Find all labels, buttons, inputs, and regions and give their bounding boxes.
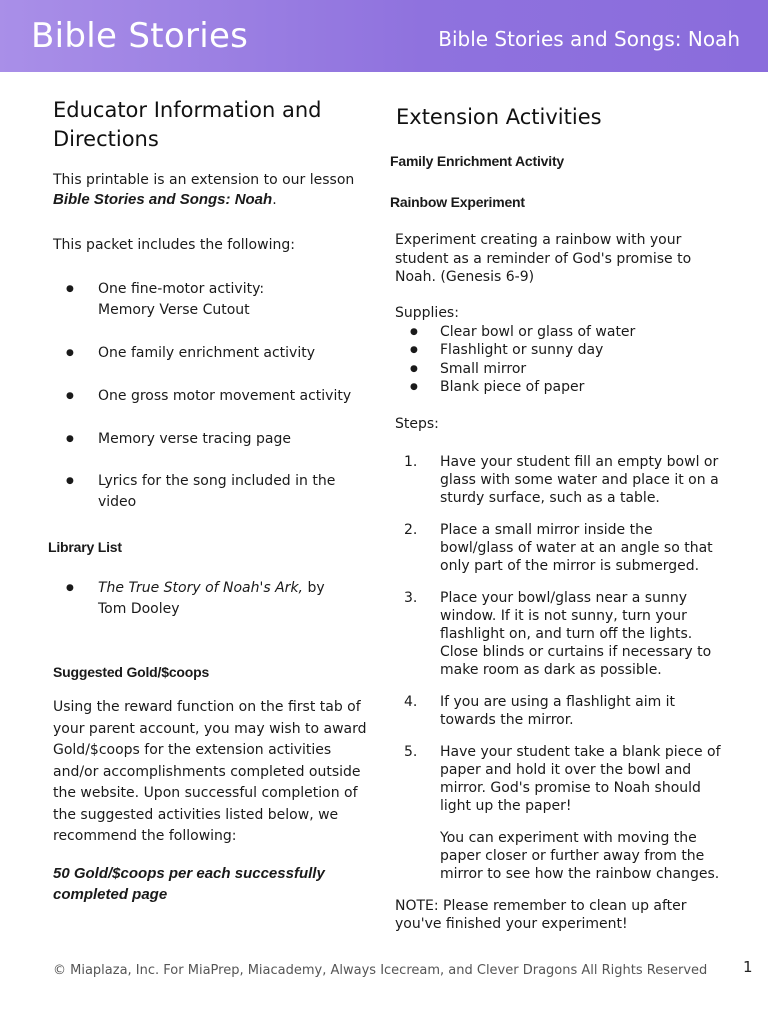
list-item [53,429,371,450]
intro-period: . [272,192,277,208]
educator-heading: Educator Information and Directions [53,98,322,151]
family-heading: Family Enrichment Activity [390,153,564,169]
steps-label: Steps: [395,415,439,432]
educator-column [48,96,371,906]
copyright-footer: © Miaplaza, Inc. For MiaPrep, Miacademy, Always Icecream, and Clever Dragons All Rights Reserved [53,963,708,978]
step-item [390,589,715,679]
gold-paragraph: Using the reward function on the first tab of your parent account, you may wish to award Gold/$coops for the extension activities and/or accomplishments completed outside the website. Upon successful completion of the suggested activities listed below, we recommend the following: [53,699,367,844]
book-title: The True Story of Noah's Ark, [98,580,303,596]
intro-paragraph [53,171,371,210]
header-banner [0,0,768,72]
step-number: 4. [404,693,418,710]
gold-reward: 50 Gold/$coops per each successfully completed page [53,864,325,903]
supply-item: ● Clear bowl or glass of water [390,323,735,342]
step-text: Place your bowl/glass near a sunny window. If it is not sunny, turn your flashlight on, and turn off the lights. Close blinds or curtains if necessary to make room as dark as possible. [440,589,712,678]
list-item-text: Memory verse tracing page [98,431,291,447]
brand-title: Bible Stories [31,16,249,56]
library-heading: Library List [48,539,122,555]
list-item-text: One family enrichment activity [98,345,315,361]
step-extra [390,829,720,883]
book-author: by Tom Dooley [98,580,325,617]
step-item [390,521,725,575]
step-number: 3. [404,589,418,606]
list-item [53,279,283,321]
supply-item: ● Small mirror [390,360,735,379]
cleanup-note: NOTE: Please remember to clean up after you've finished your experiment! [395,897,687,932]
supply-item: ● Blank piece of paper [390,378,735,397]
step-text: Have your student fill an empty bowl or glass with some water and place it on a sturdy surface, such as a table. [440,453,719,506]
gold-heading: Suggested Gold/$coops [53,664,210,680]
experiment-intro: Experiment creating a rainbow with your student as a reminder of God's promise to Noah. (Genesis 6-9) [395,232,692,285]
rainbow-heading: Rainbow Experiment [390,194,525,210]
list-item [53,471,343,513]
step-text: Have your student take a blank piece of paper and hold it over the bowl and mirror. God's promise to Noah should light up the paper! [440,743,721,814]
step-text: Place a small mirror inside the bowl/glass of water at an angle so that only part of the mirror is submerged. [440,521,713,574]
lesson-name: Bible Stories and Songs: Noah [53,191,273,208]
page-number: 1 [743,958,753,976]
step-number: 2. [404,521,418,538]
page-title: Bible Stories and Songs: Noah [438,27,740,51]
extension-heading: Extension Activities [396,105,602,129]
step-extra-text: You can experiment with moving the paper closer or further away from the mirror to see how the rainbow changes. [440,829,720,882]
list-item [53,386,371,407]
list-item-text: Lyrics for the song included in the video [98,473,336,510]
step-item [390,693,690,729]
list-item-text: One fine-motor activity: Memory Verse Cutout [98,281,265,318]
step-number: 1. [404,453,418,470]
step-text: If you are using a flashlight aim it towards the mirror. [440,693,676,728]
library-item [53,578,353,620]
supplies-label: Supplies: [395,304,459,321]
step-number: 5. [404,743,418,760]
step-item [390,743,725,815]
supply-item: ● Flashlight or sunny day [390,341,735,360]
list-item-text: One gross motor movement activity [98,388,352,404]
step-item [390,453,725,507]
list-item [53,343,371,364]
includes-text: This packet includes the following: [53,237,295,253]
intro-text: This printable is an extension to our lesson [53,172,355,188]
extension-column [390,103,735,933]
